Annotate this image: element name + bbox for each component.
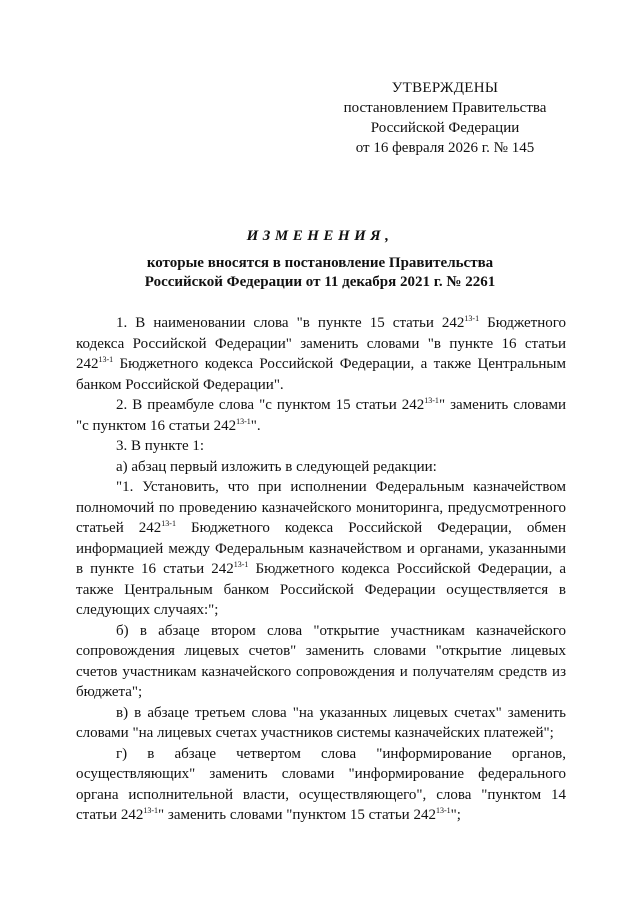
paragraph-1-part-c: Бюджетного кодекса Российской Федерации, а также Центральным банком Российской Федерации".: [76, 356, 566, 393]
paragraph-5-part-b: Бюджетного кодекса Российской Федерации, обмен информацией между Федеральным казначейством и органами, указанными в пункте 16 статьи 242: [76, 520, 566, 577]
paragraph-3: 3. В пункте 1:: [116, 438, 205, 454]
paragraph-5-part-a: "1. Установить, что при исполнении Федеральным казначейством полномочий по проведению казначейского мониторинга, предусмотренного статьей 242: [76, 479, 566, 536]
approval-line-1: постановлением Правительства: [343, 100, 547, 116]
approval-status: УТВЕРЖДЕНЫ: [391, 80, 499, 96]
paragraph-2: [76, 395, 566, 436]
paragraph-7: в) в абзаце третьем слова "на указанных лицевых счетах" заменить словами "на лицевых счетах участников системы казначейских платежей";: [76, 704, 566, 741]
superscript: 13-1: [236, 416, 251, 426]
superscript: 13-1: [233, 560, 249, 569]
document-body: [76, 313, 566, 826]
paragraph-8: [76, 744, 566, 826]
approval-line-3: от 16 февраля 2026 г. № 145: [355, 140, 535, 156]
paragraph-8-part-b: " заменить словами "пунктом 15 статьи 242: [158, 807, 436, 823]
document-heading: [60, 227, 580, 292]
paragraph-2-part-a: 2. В преамбуле слова "с пунктом 15 статьи 242: [116, 397, 425, 413]
superscript: 13-1: [424, 396, 439, 405]
superscript: 13-1: [143, 806, 159, 815]
paragraph-8-part-a: г) в абзаце четвертом слова "информирование органов, осуществляющих" заменить словами "информирование федерального органа исполнительной власти, осуществляющего", слова "пунктом 14 статьи 242: [76, 745, 566, 823]
paragraph-8-part-c: ";: [450, 807, 461, 823]
paragraph-1-part-b: Бюджетного кодекса Российской Федерации" заменить словами "в пункте 16 статьи 242: [76, 315, 567, 372]
superscript: 13-1: [98, 355, 114, 364]
heading-subtitle-line-1: которые вносятся в постановление Правительства: [146, 255, 494, 271]
paragraph-2-part-c: ".: [250, 417, 261, 434]
paragraph-4: а) абзац первый изложить в следующей редакции:: [116, 458, 437, 475]
paragraph-1: [76, 313, 566, 395]
superscript: 13-1: [464, 314, 480, 323]
superscript: 13-1: [161, 519, 176, 528]
heading-title: ИЗМЕНЕНИЯ,: [246, 228, 394, 244]
approval-stamp: [340, 78, 550, 158]
paragraph-6: б) в абзаце втором слова "открытие участникам казначейского сопровождения лицевых счетов" заменить словами "открытие лицевых счетов участникам казначейского сопровождения и получателям средств из бюджета";: [76, 622, 566, 700]
paragraph-1-part-a: 1. В наименовании слова "в пункте 15 статьи 242: [116, 315, 465, 331]
paragraph-2-part-b: " заменить словами "с пунктом 16 статьи 242: [76, 397, 566, 434]
paragraph-5: [76, 477, 566, 621]
heading-subtitle-line-2: Российской Федерации от 11 декабря 2021 г. № 2261: [144, 274, 496, 290]
superscript: 13-1: [435, 806, 451, 815]
paragraph-5-part-c: Бюджетного кодекса Российской Федерации, а также Центральным банком Российской Федерации осуществляется в следующих случаях:";: [76, 561, 566, 618]
approval-line-2: Российской Федерации: [370, 120, 520, 136]
